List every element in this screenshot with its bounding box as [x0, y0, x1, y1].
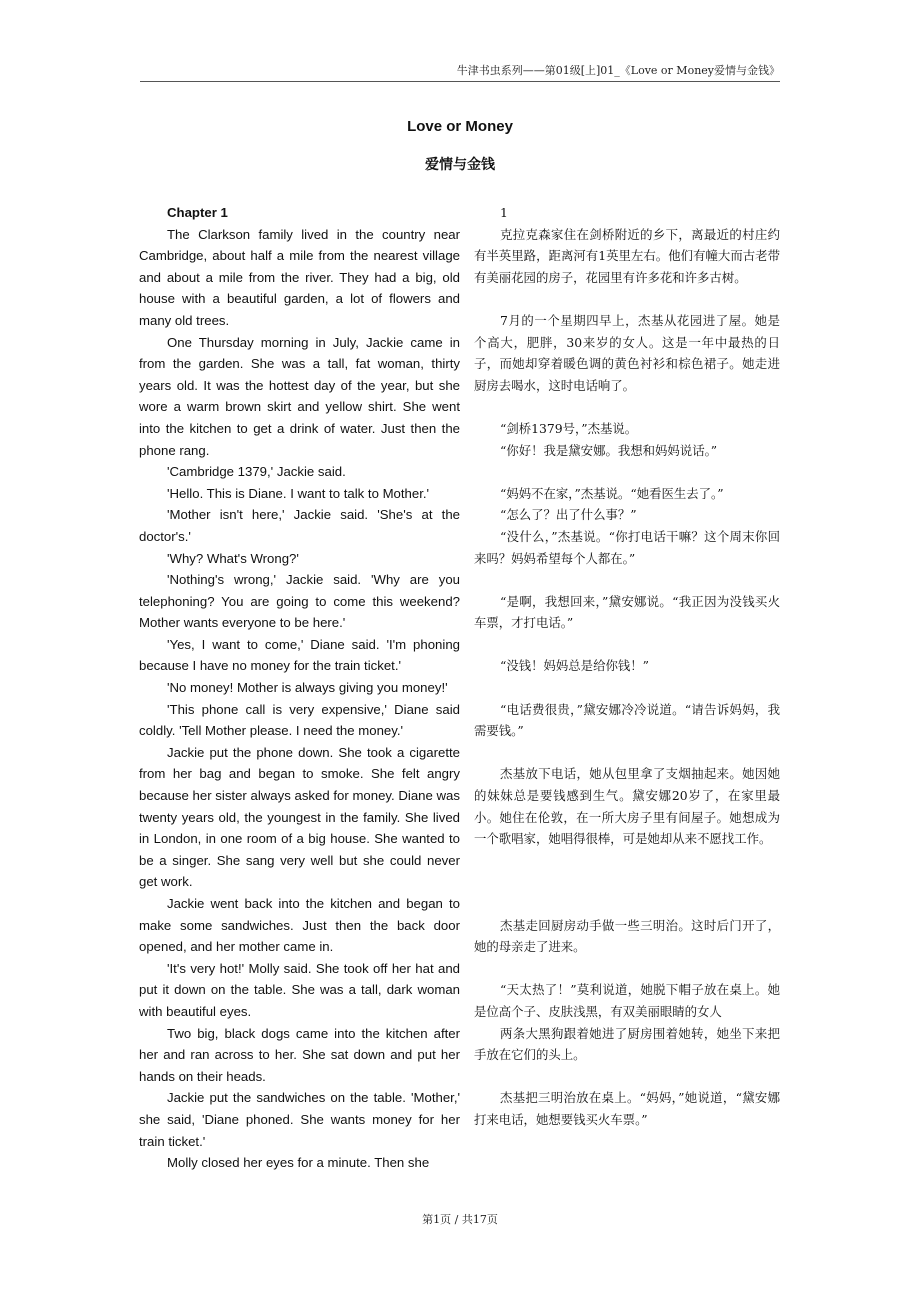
- paragraph-en: Jackie went back into the kitchen and began to make some sandwiches. Just then the back door opened, and her mother came in.: [139, 896, 460, 955]
- paragraph-en: 'Yes, I want to come,' Diane said. 'I'm phoning because I have no money for the train ticket.': [139, 636, 460, 674]
- paragraph-en: Jackie put the phone down. She took a cigarette from her bag and began to smoke. She felt angry because her sister always asked for money. Diane was twenty years old, the youngest in the family. She lived in London, in one room of a big house. She wanted to be a singer. She sang very well but she could never get work.: [139, 744, 460, 890]
- paragraph-cn: “你好！我是黛安娜。我想和妈妈说话。”: [500, 442, 718, 458]
- paragraph-en: Jackie put the sandwiches on the table. 'Mother,' she said, 'Diane phoned. She wants money for her train ticket.': [139, 1090, 460, 1149]
- paragraph-cn: 杰基放下电话，她从包里拿了支烟抽起来。她因她的妹妹总是要钱感到生气。黛安娜20岁了，在家里最小。她住在伦敦，在一所大房子里有间屋子。她想成为一个歌唱家，她唱得很棒，可是她却从来不愿找工作。: [474, 766, 780, 847]
- running-header: 牛津书虫系列——第01级[上]01_《Love or Money爱情与金钱》: [140, 62, 780, 82]
- paragraph-cn: “天太热了！”莫利说道，她脱下帽子放在桌上。她是位高个子、皮肤浅黑，有双美丽眼睛的女人: [474, 982, 780, 1019]
- paragraph-cn: “没钱！妈妈总是给你钱！”: [500, 658, 649, 674]
- paragraph-cn: “剑桥1379号，”杰基说。: [500, 420, 638, 436]
- english-column: [139, 202, 460, 1174]
- paragraph-cn: “没什么，”杰基说。“你打电话干嘛？这个周末你回来吗？妈妈希望每个人都在。”: [474, 528, 780, 566]
- paragraph-en: 'Why? What's Wrong?': [167, 550, 299, 566]
- page-footer: 第1页 / 共17页: [422, 1213, 498, 1226]
- paragraph-cn: 杰基走回厨房动手做一些三明治。这时后门开了，她的母亲走了进来。: [474, 917, 780, 955]
- paragraph-en: 'This phone call is very expensive,' Diane said coldly. 'Tell Mother please. I need the money.': [139, 701, 460, 739]
- paragraph-cn: 7月的一个星期四早上，杰基从花园进了屋。她是个高大，肥胖，30来岁的女人。这是一年中最热的日子，而她却穿着暖色调的黄色衬衫和棕色裙子。她走进厨房去喝水，这时电话响了。: [474, 312, 780, 393]
- paragraph-cn: “是啊，我想回来，”黛安娜说。“我正因为没钱买火车票，才打电话。”: [474, 593, 780, 631]
- title-chinese: 爱情与金钱: [425, 157, 495, 173]
- paragraph-en: 'It's very hot!' Molly said. She took off her hat and put it down on the table. She was a tall, dark woman with beautiful eyes.: [139, 960, 460, 1019]
- chinese-column: [474, 202, 780, 1131]
- paragraph-cn: “电话费很贵，”黛安娜冷冷说道。“请告诉妈妈，我需要钱。”: [474, 701, 780, 739]
- paragraph-en: One Thursday morning in July, Jackie came in from the garden. She was a tall, fat woman, thirty years old. It was the hottest day of the year, but she wore a warm brown skirt and yellow shirt. She went into the kitchen to get a drink of water. Just then the phone rang.: [139, 334, 460, 458]
- chapter-heading-chinese: 1: [500, 205, 508, 220]
- paragraph-en: 'No money! Mother is always giving you money!': [167, 680, 448, 696]
- paragraph-en: Two big, black dogs came into the kitchen after her and ran across to her. She sat down and put her hands on their heads.: [139, 1025, 460, 1084]
- paragraph-cn: “怎么了？出了什么事？”: [500, 507, 637, 523]
- chapter-heading-english: Chapter 1: [167, 205, 228, 220]
- paragraph-cn: 克拉克森家住在剑桥附近的乡下，离最近的村庄约有半英里路，距离河有1英里左右。他们有幢大而古老带有美丽花园的房子，花园里有许多花和许多古树。: [474, 226, 780, 285]
- paragraph-en: Molly closed her eyes for a minute. Then she: [167, 1155, 430, 1171]
- paragraph-en: 'Nothing's wrong,' Jackie said. 'Why are you telephoning? You are going to come this weekend? Mother wants everyone to be here.': [139, 572, 460, 631]
- paragraph-cn: 两条大黑狗跟着她进了厨房围着她转，她坐下来把手放在它们的头上。: [474, 1025, 780, 1063]
- paragraph-en: 'Hello. This is Diane. I want to talk to Mother.': [167, 485, 430, 501]
- paragraph-en: 'Cambridge 1379,' Jackie said.: [167, 464, 346, 480]
- paragraph-cn: 杰基把三明治放在桌上。“妈妈，”她说道，“黛安娜打来电话，她想要钱买火车票。”: [474, 1090, 780, 1127]
- paragraph-en: 'Mother isn't here,' Jackie said. 'She's at the doctor's.': [139, 507, 460, 544]
- paragraph-en: The Clarkson family lived in the country near Cambridge, about half a mile from the nearest village and about a mile from the river. They had a big, old house with a beautiful garden, a lot of flowers and many old trees.: [139, 226, 460, 328]
- paragraph-cn: “妈妈不在家，”杰基说。“她看医生去了。”: [500, 485, 724, 501]
- title-english: Love or Money: [407, 118, 513, 135]
